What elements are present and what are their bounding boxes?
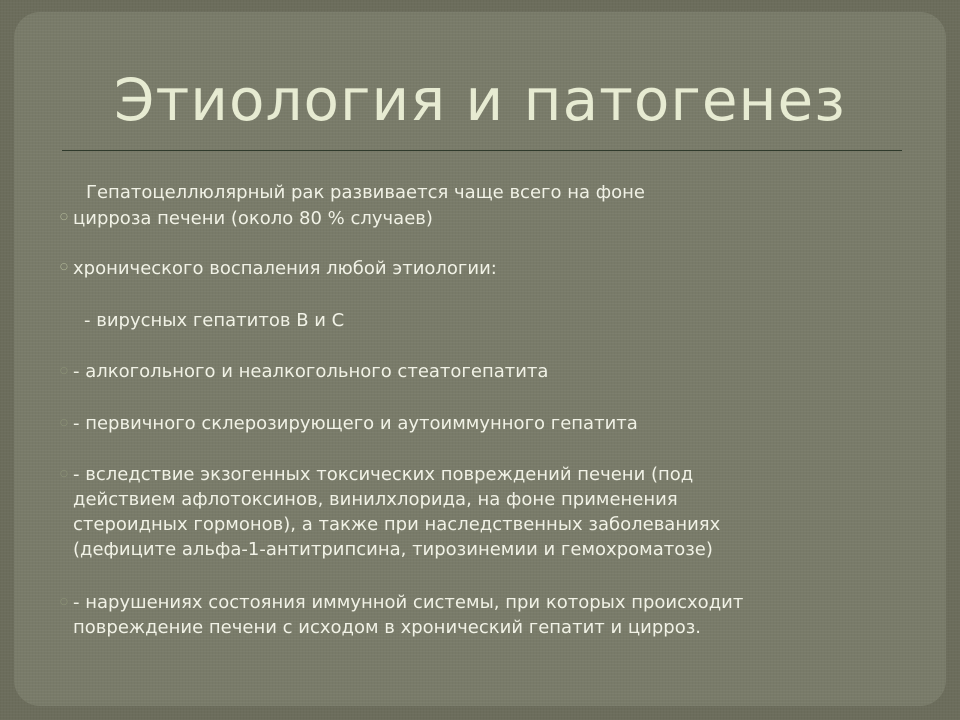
list-item: хронического воспаления любой этиологии: bbox=[73, 258, 497, 279]
list-item: - алкогольного и неалкогольного стеатогепатита bbox=[73, 361, 549, 382]
slide-title: Этиология и патогенез bbox=[114, 66, 846, 134]
list-item: - вследствие экзогенных токсических повреждений печени (под bbox=[73, 464, 694, 485]
list-item: - вирусных гепатитов В и С bbox=[84, 310, 345, 331]
circle-bullet-icon: ○ bbox=[60, 418, 68, 428]
list-item-continuation: действием афлотоксинов, винилхлорида, на фоне применения bbox=[73, 489, 678, 510]
circle-bullet-icon: ○ bbox=[60, 262, 68, 272]
intro-text: Гепатоцеллюлярный рак развивается чаще всего на фоне bbox=[86, 182, 645, 203]
circle-bullet-icon: ○ bbox=[60, 597, 68, 607]
circle-bullet-icon: ○ bbox=[60, 366, 68, 376]
list-item-continuation: стероидных гормонов), а также при наследственных заболеваниях bbox=[73, 514, 721, 535]
circle-bullet-icon: ○ bbox=[60, 469, 68, 479]
list-item-continuation: повреждение печени с исходом в хронический гепатит и цирроз. bbox=[73, 617, 701, 638]
list-item: - нарушениях состояния иммунной системы, при которых происходит bbox=[73, 592, 744, 613]
circle-bullet-icon: ○ bbox=[60, 212, 68, 222]
list-item-continuation: (дефиците альфа-1-антитрипсина, тирозинемии и гемохроматозе) bbox=[73, 539, 713, 560]
list-item: цирроза печени (около 80 % случаев) bbox=[73, 208, 433, 229]
list-item: - первичного склерозирующего и аутоиммунного гепатита bbox=[73, 413, 638, 434]
